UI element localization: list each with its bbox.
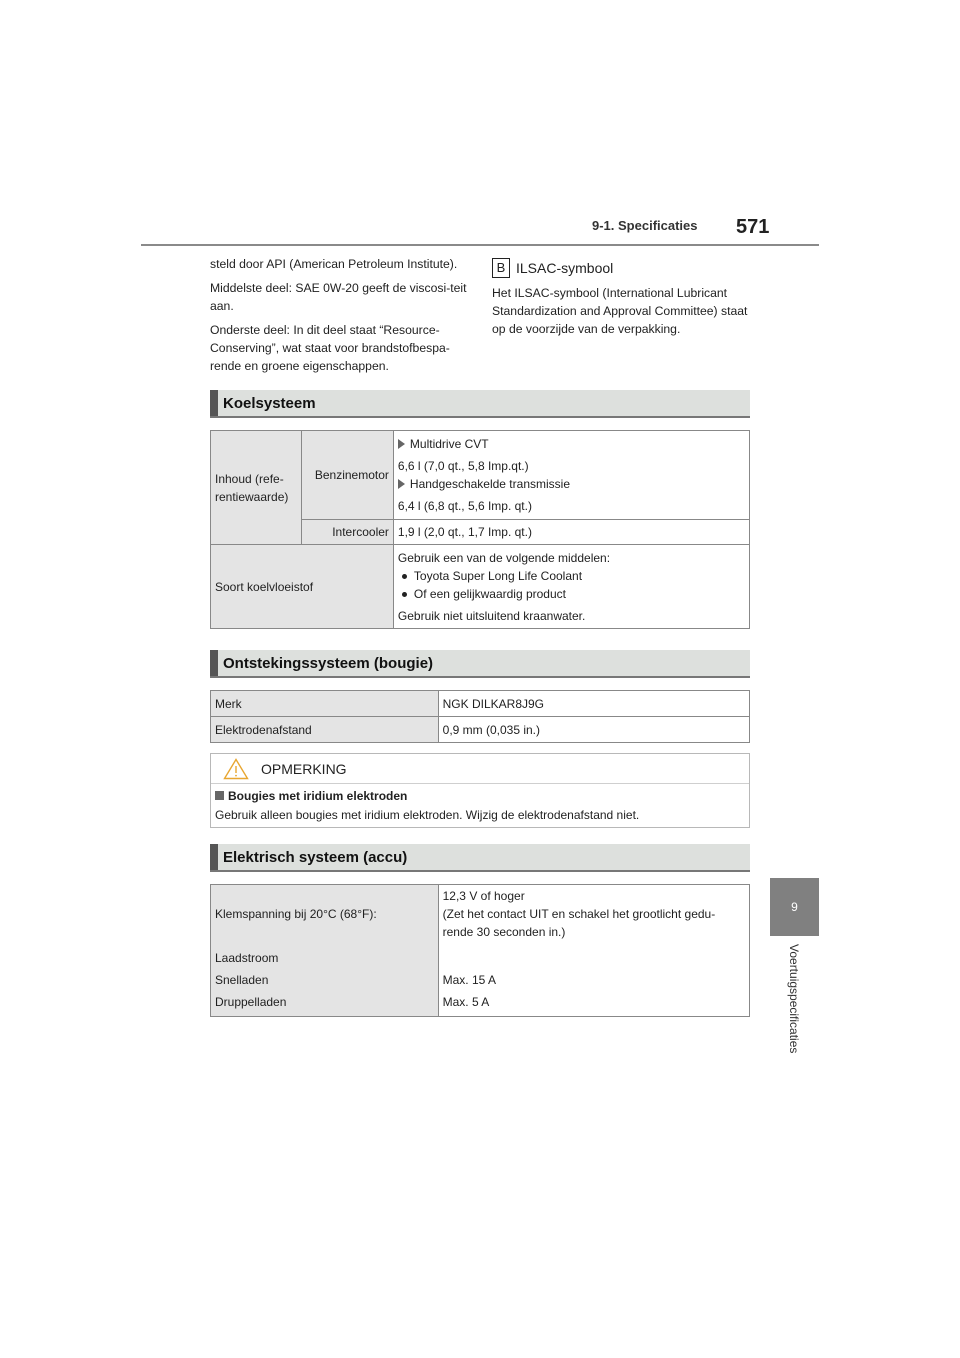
heading-bar — [210, 844, 218, 870]
list-item-text: Toyota Super Long Life Coolant — [413, 568, 583, 583]
trickle-label: Druppelladen — [215, 995, 287, 1009]
heading-text: Elektrisch systeem (accu) — [223, 848, 408, 866]
coolant-intro: Gebruik een van de volgende middelen: — [397, 550, 611, 565]
section-heading-electrical — [210, 844, 750, 872]
voltage-label: Klemspanning bij 20°C (68°F): — [215, 907, 377, 921]
table-row — [211, 431, 750, 520]
petrol-label: Benzinemotor — [314, 468, 389, 482]
coolant-note: Gebruik niet uitsluitend kraanwater. — [397, 608, 586, 623]
cvt-title-text: Multidrive CVT — [409, 437, 489, 451]
capacity-label-cell — [211, 431, 302, 545]
table-row — [211, 691, 750, 717]
voltage-note: (Zet het contact UIT en schakel het grootlicht gedu-rende 30 seconden in.) — [442, 907, 716, 939]
fast-value: Max. 15 A — [442, 973, 496, 987]
label-badge: B — [492, 258, 510, 278]
ilsac-heading — [492, 258, 750, 278]
chapter-tab[interactable]: 9 — [770, 878, 819, 936]
brand-label: Merk — [215, 696, 242, 711]
intercooler-label: Intercooler — [332, 525, 389, 539]
chapter-label — [770, 944, 819, 1074]
list-item-text: Of een gelijkwaardig product — [413, 586, 566, 601]
heading-text: Ontstekingssysteem (bougie) — [223, 654, 434, 672]
notice-header — [211, 754, 749, 784]
table-row — [211, 885, 750, 1017]
gap-label: Elektrodenafstand — [215, 722, 312, 737]
notice-title — [215, 787, 745, 806]
table-row — [211, 545, 750, 629]
brand-value-cell — [438, 691, 749, 717]
ignition-table — [210, 690, 750, 743]
manual-title-text: Handgeschakelde transmissie — [409, 477, 570, 491]
notice-title-text: Bougies met iridium elektroden — [228, 789, 408, 803]
triangle-bullet-icon — [398, 479, 405, 489]
cvt-value: 6,6 l (7,0 qt., 5,8 Imp.qt.) — [397, 459, 529, 473]
gap-label-cell — [211, 717, 439, 743]
electrical-table — [210, 884, 750, 1017]
cvt-title — [398, 435, 745, 453]
intro-paragraph: Onderste deel: In dit deel staat “Resource-Conserving”, wat staat voor brandstofbespa-rende en groene eigenschappen. — [210, 323, 450, 373]
charge-value-empty — [443, 947, 745, 969]
intercooler-value-cell — [393, 520, 749, 545]
ilsac-title: ILSAC-symbool — [516, 260, 614, 276]
section-heading-ignition — [210, 650, 750, 678]
capacity-label: Inhoud (refe-rentiewaarde) — [215, 471, 289, 504]
bullet-icon — [402, 574, 407, 579]
notice-box — [210, 753, 750, 828]
heading-text: Koelsysteem — [223, 394, 316, 412]
charge-label: Laadstroom — [215, 951, 279, 965]
intro-paragraph: Middelste deel: SAE 0W-20 geeft de viscosi-teit aan. — [210, 281, 467, 313]
petrol-value-cell — [393, 431, 749, 520]
gap-value-cell — [438, 717, 749, 743]
intercooler-label-cell — [301, 520, 393, 545]
list-item — [398, 585, 745, 603]
petrol-label-cell — [301, 431, 393, 520]
intro-paragraph: steld door API (American Petroleum Institute). — [210, 257, 458, 271]
notice-body — [211, 784, 749, 828]
square-bullet-icon — [215, 791, 224, 800]
triangle-bullet-icon — [398, 439, 405, 449]
brand-label-cell — [211, 691, 439, 717]
section-heading-cooling — [210, 390, 750, 418]
intercooler-value: 1,9 l (2,0 qt., 1,7 Imp. qt.) — [397, 525, 532, 539]
coolant-value-cell — [393, 545, 749, 629]
coolant-label: Soort koelvloeistof — [215, 579, 314, 594]
intro-left-column — [210, 255, 468, 381]
cooling-table — [210, 430, 750, 629]
brand-value: NGK DILKAR8J9G — [442, 696, 545, 711]
section-title: 9-1. Specificaties — [592, 218, 698, 233]
list-item — [398, 567, 745, 585]
table-row — [211, 717, 750, 743]
electrical-label-cell — [211, 885, 439, 1017]
heading-bar — [210, 390, 218, 416]
coolant-label-cell — [211, 545, 394, 629]
warning-icon — [223, 758, 249, 780]
fast-label: Snelladen — [215, 973, 269, 987]
header-divider — [141, 244, 819, 246]
electrical-value-cell — [438, 885, 749, 1017]
notice-label: OPMERKING — [261, 760, 347, 777]
voltage-value: 12,3 V of hoger — [442, 889, 525, 903]
ilsac-text: Het ILSAC-symbool (International Lubricant Standardization and Approval Committee) staat op de voorzijde van de verpakking. — [492, 286, 748, 336]
bullet-icon — [402, 592, 407, 597]
gap-value: 0,9 mm (0,035 in.) — [442, 722, 541, 737]
heading-bar — [210, 650, 218, 676]
manual-title — [398, 475, 745, 493]
page-number: 571 — [736, 216, 770, 238]
notice-text: Gebruik alleen bougies met iridium elektroden. Wijzig de elektrodenafstand niet. — [215, 808, 640, 822]
chapter-label-text: Voertuigspecificaties — [787, 944, 801, 1054]
manual-value: 6,4 l (6,8 qt., 5,6 Imp. qt.) — [397, 499, 532, 513]
trickle-value: Max. 5 A — [442, 995, 490, 1009]
intro-right-column — [492, 258, 750, 338]
